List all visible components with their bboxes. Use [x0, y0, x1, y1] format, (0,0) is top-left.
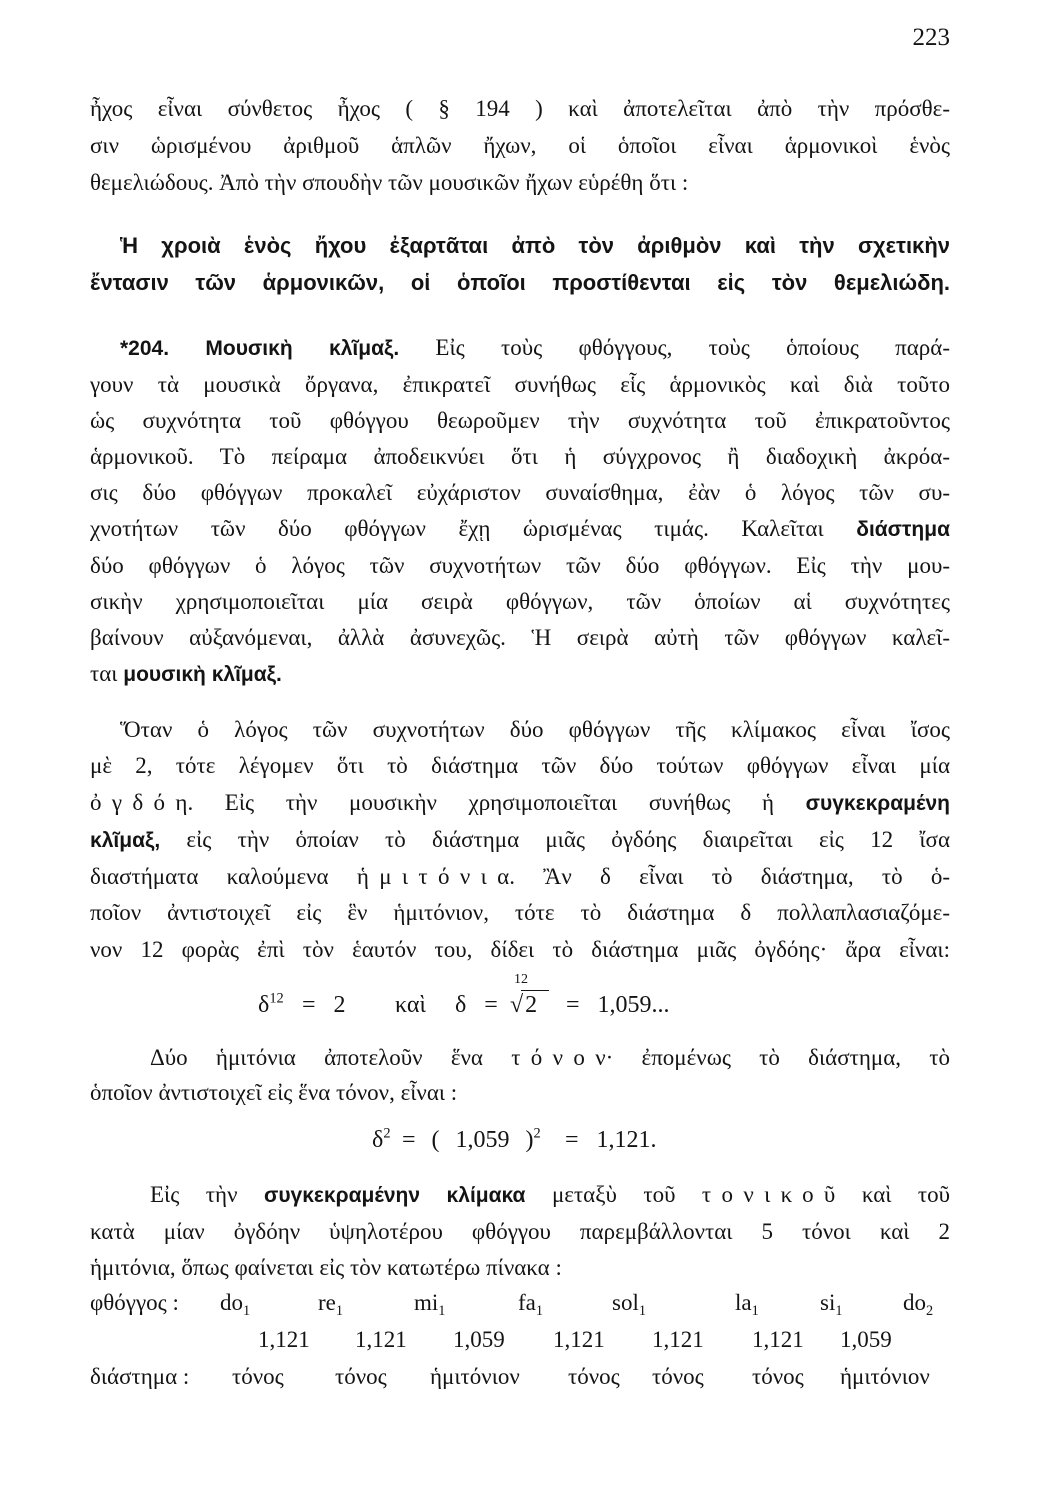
section-204 [90, 330, 950, 693]
text-segment: Εἰς τοὺς φθόγγους, τοὺς ὁποίους παρά- [435, 335, 950, 360]
text-line [90, 330, 950, 367]
text-line: νον 12 φορὰς ἐπὶ τὸν ἑαυτόν του, δίδει τὸ διάστημα μιᾶς ὀγδόης· ἄρα εἶναι: [90, 936, 950, 962]
ratio-value: 1,121 [355, 1327, 407, 1352]
formula-symbol: δ [258, 992, 270, 1018]
table-row-ratios [0, 1322, 1045, 1358]
root-sign-icon: √ [510, 992, 524, 1018]
ratio-value: 1,059 [453, 1327, 505, 1352]
text-line: Ὅταν ὁ λόγος τῶν συχνοτήτων δύο φθόγγων τῆς κλίμακος εἶναι ἴσος [120, 717, 950, 742]
formula-exponent: 2 [383, 1125, 391, 1142]
text-line: σικὴν χρησιμοποιεῖται μία σειρὰ φθόγγων, τῶν ὁποίων αἱ συχνότητες [90, 589, 950, 614]
text-line [90, 785, 950, 822]
note-index: 1 [638, 1302, 646, 1319]
note-name: sol [612, 1290, 639, 1315]
formula-tone [0, 1120, 1045, 1160]
text-segment: διαστήματα καλούμενα [90, 864, 329, 890]
paragraph-intro [90, 90, 950, 201]
text-line: ὁποῖον ἀντιστοιχεῖ εἰς ἕνα τόνον, εἶναι : [90, 1080, 458, 1105]
note-index: 1 [438, 1302, 446, 1319]
text-line: Ἡ χροιὰ ἑνὸς ἤχου ἐξαρτᾶται ἀπὸ τὸν ἀριθμὸν καὶ τὴν σχετικὴν [120, 233, 950, 258]
spaced-term: ἡμιτόνια [356, 864, 520, 890]
root-group [510, 972, 549, 1025]
text-line [90, 859, 950, 895]
interval-name: τόνος [652, 1364, 704, 1389]
note [414, 1285, 445, 1321]
note-index: 1 [751, 1302, 759, 1319]
note-index: 1 [835, 1302, 843, 1319]
text-line: θεμελιώδους. Ἀπὸ τὴν σπουδὴν τῶν μουσικῶν ἤχων εὑρέθη ὅτι : [90, 170, 689, 195]
root-index: 12 [514, 972, 528, 987]
page-number: 223 [912, 24, 950, 51]
paragraph-tone [90, 1040, 950, 1110]
text-line: μὲ 2, τότε λέγομεν ὅτι τὸ διάστημα τῶν δύο τούτων φθόγγων εἶναι μία [90, 753, 950, 779]
note-index: 1 [535, 1302, 543, 1319]
formula-exponent: 2 [533, 1125, 541, 1142]
note-name: fa [518, 1290, 536, 1315]
note [903, 1285, 933, 1321]
section-heading: *204. Μουσικὴ κλῖμαξ. [120, 337, 400, 360]
text-line: ἁρμονικοῦ. Τὸ πείραμα ἀποδεικνύει ὅτι ἡ σύγχρονος ἢ διαδοχικὴ ἀκρόα- [90, 444, 950, 469]
formula-result: = 1,121. [565, 1127, 657, 1153]
text-line: δύο φθόγγων ὁ λόγος τῶν συχνοτήτων τῶν δύο φθόγγων. Εἰς τὴν μου- [90, 553, 950, 578]
note [318, 1285, 343, 1321]
ratio-value: 1,121 [752, 1327, 804, 1352]
text-line: βαίνουν αὐξανόμεναι, ἀλλὰ ἀσυνεχῶς. Ἡ σειρὰ αὐτὴ τῶν φθόγγων καλεῖ- [90, 625, 950, 650]
text-line: σις δύο φθόγγων προκαλεῖ εὐχάριστον συναίσθημα, ἐὰν ὁ λόγος τῶν συ- [90, 480, 950, 505]
bold-term: συγκεκραμένη [805, 791, 951, 815]
text-segment: . Ἂν δ εἶναι τὸ διάστημα, τὸ ὁ- [509, 864, 951, 890]
ratio-value: 1,121 [652, 1327, 704, 1352]
note-name: re [318, 1290, 336, 1315]
formula-base: = ( 1,059 ) [402, 1127, 534, 1153]
bold-term: μουσικὴ κλῖμαξ. [123, 663, 282, 686]
bold-term: συγκεκραμένην κλίμακα [263, 1184, 526, 1207]
radicand: 2 [521, 990, 549, 1019]
formula-result: = 1,059... [566, 992, 670, 1018]
formula-term: δ = [455, 992, 498, 1018]
text-line: γουν τὰ μουσικὰ ὄργανα, ἐπικρατεῖ συνήθως εἷς ἁρμονικὸς καὶ διὰ τοῦτο [90, 372, 950, 397]
paragraph-octave [90, 712, 950, 968]
formula-term [402, 1120, 541, 1160]
interval-name: τόνος [232, 1364, 284, 1389]
formula-symbol: δ [372, 1127, 384, 1153]
row-label: διάστημα : [90, 1364, 190, 1389]
spaced-term: τονικοῦ [701, 1182, 846, 1207]
note [735, 1285, 759, 1321]
text-line [90, 511, 950, 548]
note [220, 1285, 250, 1321]
text-line [90, 656, 950, 693]
bold-term: διάστημα [856, 518, 951, 541]
text-segment: μεταξὺ τοῦ [551, 1182, 676, 1207]
note-index: 1 [335, 1302, 343, 1319]
note-index: 1 [243, 1302, 251, 1319]
text-segment: ται [90, 661, 118, 686]
text-segment: . Εἰς τὴν μουσικὴν χρησιμοποιεῖται συνήθως ἡ [187, 789, 774, 815]
note [518, 1285, 543, 1321]
formula-term [258, 985, 284, 1025]
text-line [90, 1040, 950, 1075]
table-row-notes [0, 1285, 1045, 1321]
ratio-value: 1,121 [258, 1327, 310, 1352]
text-line: ποῖον ἀντιστοιχεῖ εἰς ἓν ἡμιτόνιον, τότε τὸ διάστημα δ πολλαπλασιαζόμε- [90, 900, 950, 926]
ratio-value: 1,121 [553, 1327, 605, 1352]
text-line [90, 1177, 950, 1214]
note-name: mi [414, 1290, 439, 1315]
text-line: σιν ὡρισμένου ἀριθμοῦ ἁπλῶν ἤχων, οἱ ὁποῖοι εἶναι ἁρμονικοὶ ἑνὸς [90, 133, 950, 158]
interval-name: τόνος [568, 1364, 620, 1389]
formula-term [372, 1120, 391, 1160]
note-name: do [220, 1290, 243, 1315]
note [820, 1285, 842, 1321]
interval-name: ἡμιτόνιον [430, 1364, 520, 1389]
text-line: ὡς συχνότητα τοῦ φθόγγου θεωροῦμεν τὴν συχνότητα τοῦ ἐπικρατοῦντος [90, 408, 950, 433]
paragraph-scale [90, 1177, 950, 1286]
row-label: φθόγγος : [90, 1290, 179, 1315]
spaced-term: ὀγδόη [90, 789, 198, 815]
interval-name: τόνος [335, 1364, 387, 1389]
text-segment: Εἰς τὴν [150, 1182, 238, 1207]
formula-exponent: 12 [269, 990, 284, 1007]
text-line: κατὰ μίαν ὀγδόην ὑψηλοτέρου φθόγγου παρεμβάλλονται 5 τόνοι καὶ 2 [90, 1219, 950, 1244]
note-index: 2 [926, 1302, 934, 1319]
text-line: ἔντασιν τῶν ἁρμονικῶν, οἱ ὁποῖοι προστίθενται εἰς τὸν θεμελιώδη. [90, 270, 950, 295]
interval-name: τόνος [752, 1364, 804, 1389]
bold-term: κλῖμαξ, [90, 828, 161, 852]
text-segment: χνοτήτων τῶν δύο φθόγγων ἔχῃ ὡρισμένας τιμάς. Καλεῖται [90, 516, 824, 541]
formula-semitone [0, 972, 1045, 1025]
note-name: do [903, 1290, 926, 1315]
text-segment: εἰς τὴν ὁποίαν τὸ διάστημα μιᾶς ὀγδόης διαιρεῖται εἰς 12 ἴσα [186, 826, 951, 852]
text-line: ἡμιτόνια, ὅπως φαίνεται εἰς τὸν κατωτέρω πίνακα : [90, 1255, 562, 1280]
formula-term: = 2 [302, 992, 346, 1018]
note [612, 1285, 646, 1321]
text-segment: · ἐπομένως τὸ διάστημα, τὸ [605, 1045, 951, 1070]
formula-conjunction: καὶ [395, 992, 426, 1018]
spaced-term: τόνον [511, 1045, 616, 1070]
table-row-intervals [0, 1359, 1045, 1395]
text-line [90, 822, 950, 859]
interval-name: ἡμιτόνιον [840, 1364, 930, 1389]
text-line: ἦχος εἶναι σύνθετος ἦχος ( § 194 ) καὶ ἀποτελεῖται ἀπὸ τὴν πρόσθε- [90, 96, 950, 121]
text-segment: καὶ τοῦ [861, 1182, 951, 1207]
law-statement [90, 227, 950, 301]
ratio-value: 1,059 [840, 1327, 892, 1352]
note-name: la [735, 1290, 752, 1315]
radical [510, 972, 549, 1025]
note-name: si [820, 1290, 836, 1315]
text-segment: Δύο ἡμιτόνια ἀποτελοῦν ἕνα [150, 1045, 483, 1070]
